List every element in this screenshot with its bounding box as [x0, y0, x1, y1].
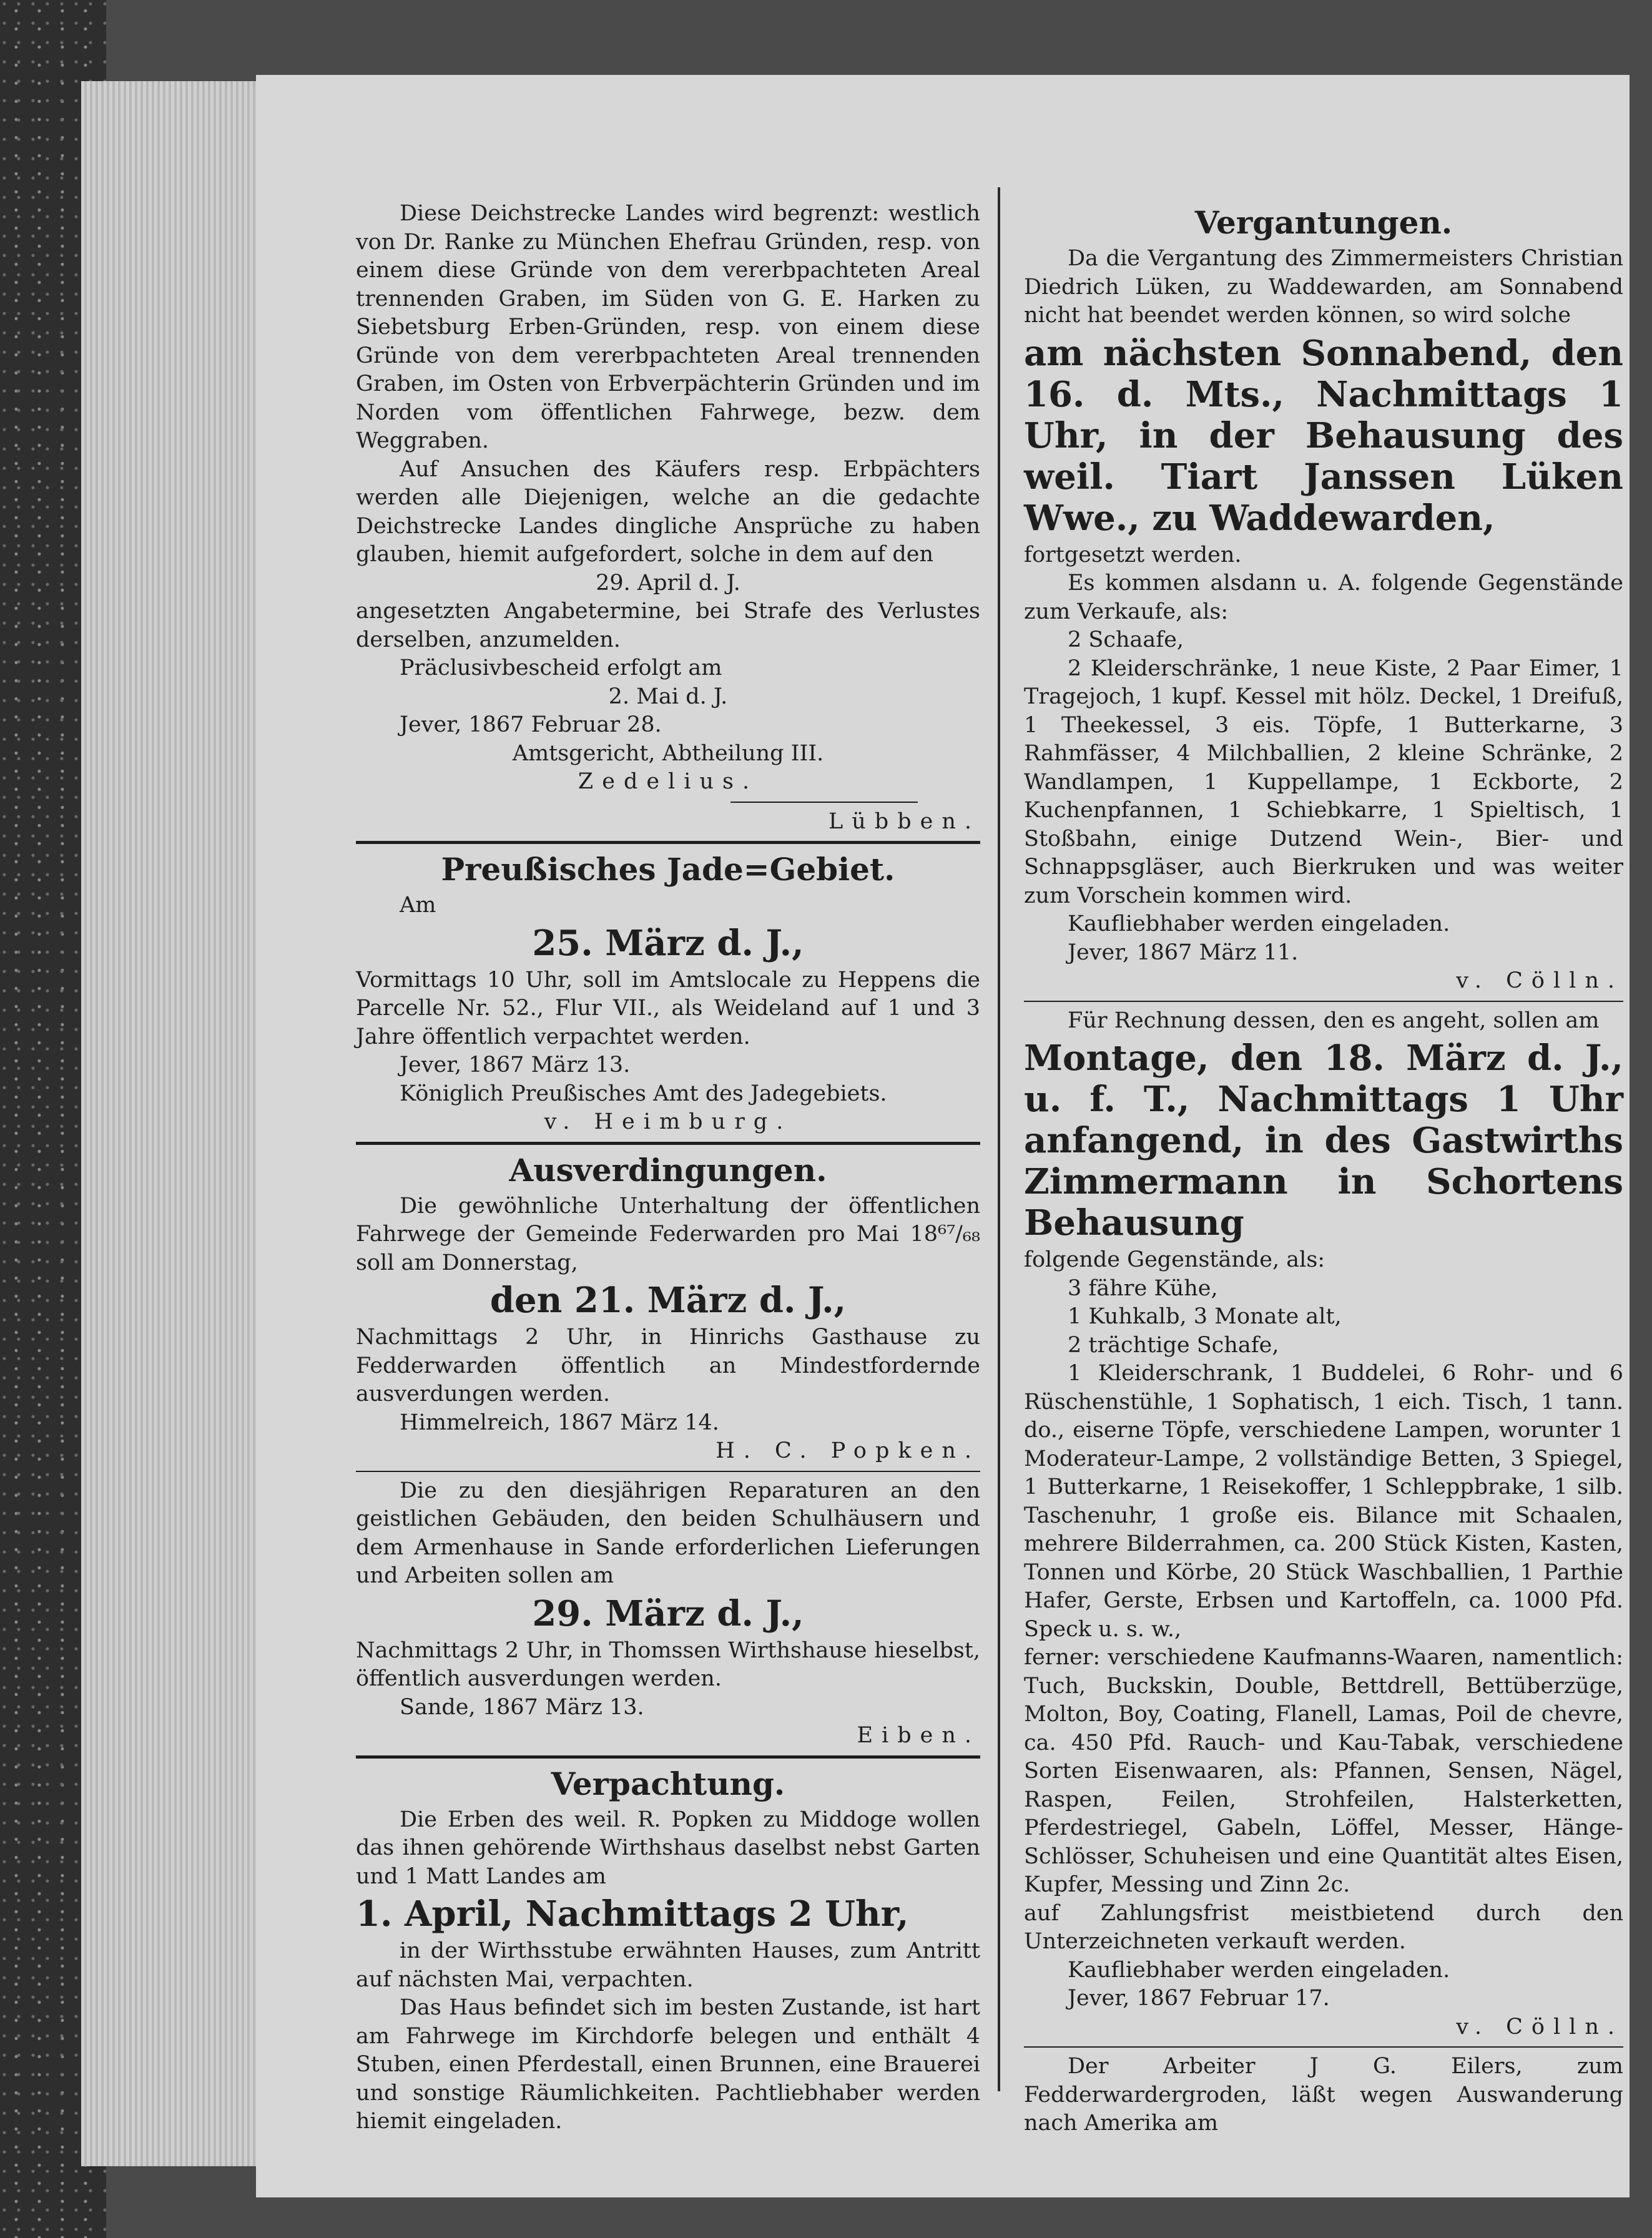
ausv-2-text-2: Nachmittags 2 Uhr, in Thomssen Wirthshause hieselbst, öffentlich ausverdungen werden.: [356, 1637, 980, 1691]
montag-notice: [1024, 1007, 1623, 2042]
ausv-2-text: Die zu den diesjährigen Reparaturen an den geistlichen Gebäuden, den beiden Schulhäusern und dem Armenhause in Sande erforderlichen Lieferungen und Arbeiten sollen am: [356, 1478, 980, 1588]
montag-invite: Kaufliebhaber werden eingeladen.: [1068, 1957, 1450, 1983]
montag-item-1: 3 fähre Kühe,: [1068, 1275, 1218, 1301]
deich-paragraph-1: Diese Deichstrecke Landes wird begrenzt: westlich von Dr. Ranke zu München Ehefrau Gründen, resp. von einem diese Gründe von dem vererbpachteten Areal trennenden Graben, im Süden von G. E. Harken zu Siebetsburg Erben-Gründen, resp. von einem diese Gründe von dem vererbpachteten Areal trennenden Graben, im Osten von Erbverpächterin Gründen und im Norden vom öffentlichen Fahrwege, bezw. dem Weggraben.: [356, 201, 980, 453]
montag-intro: Für Rechnung dessen, den es angeht, sollen am: [1068, 1008, 1600, 1033]
verg-sign: v. Cölln.: [1456, 968, 1623, 993]
jade-sign: v. Heimburg.: [544, 1109, 792, 1134]
montag-item-2: 1 Kuhkalb, 3 Monate alt,: [1068, 1304, 1342, 1329]
deich-court: Amtsgericht, Abtheilung III.: [512, 740, 824, 766]
ausv-2-place: Sande, 1867 März 13.: [400, 1694, 644, 1720]
verg-big: am nächsten Sonnabend, den 16. d. Mts., Nachmittags 1 Uhr, in der Behausung des weil. Tiart Janssen Lüken Wwe., zu Waddewarden,: [1024, 332, 1623, 539]
montag-big: Montage, den 18. März d. J., u. f. T., Nachmittags 1 Uhr anfangend, in des Gastwirths Zimmermann in Schortens Behausung: [1024, 1038, 1623, 1244]
ausv-2-date: 29. März d. J.,: [532, 1593, 804, 1634]
jade-notice: [356, 850, 980, 1137]
verpachtung-title: Verpachtung.: [551, 1765, 785, 1802]
verg-items-1: 2 Schaafe,: [1068, 627, 1184, 652]
section-divider: [356, 1142, 980, 1145]
vergantungen-title: Vergantungen.: [1194, 204, 1453, 241]
ausv-2-sign: Eiben.: [857, 1723, 980, 1748]
right-column: [1024, 200, 1623, 2138]
montag-ferner: ferner: verschiedene Kaufmanns-Waaren, namentlich: Tuch, Buckskin, Double, Bettdrell, Bettüberzüge, Molton, Boy, Coating, Flanell, Lamas, Poil de chevre, ca. 450 Pfd. Rauch- und Kau-Tabak, verschiedene Sorten Eisenwaaren, als: Pfannen, Sensen, Nägel, Raspen, Feilen, Strohfeilen, Halsterketten, Pferdestriegel, Gabeln, Löffel, Messer, Hänge-Schlösser, Schuheisen und eine Quantität altes Eisen, Kupfer, Messing und Zinn 2c.: [1024, 1645, 1623, 1897]
ausverdingungen-notice: [356, 1151, 980, 1750]
deich-paragraph-2: Auf Ansuchen des Käufers resp. Erbpächters werden alle Diejenigen, welche an die gedachte Deichstrecke Landes dingliche Ansprüche zu haben glauben, hiemit aufgefordert, solche in dem auf den: [356, 456, 980, 567]
verg-invite: Kaufliebhaber werden eingeladen.: [1068, 911, 1450, 936]
left-column: [356, 200, 980, 2136]
ausverdingungen-title: Ausverdingungen.: [509, 1151, 827, 1189]
jade-title: Preußisches Jade=Gebiet.: [441, 851, 895, 888]
section-divider: [356, 841, 980, 844]
verg-text: Da die Vergantung des Zimmermeisters Christian Diedrich Lüken, zu Waddewarden, am Sonnabend nicht hat beendet werden können, so wird solche: [1024, 246, 1623, 328]
verpachtung-text-3: Das Haus befindet sich im besten Zustande, ist hart am Fahrwege im Kirchdorfe belegen und enthält 4 Stuben, einen Pferdestall, einen Brunnen, eine Brauerei und sonstige Räumlichkeiten. Pachtliebhaber werden hiemit eingeladen.: [356, 1995, 980, 2134]
deich-notice: [356, 200, 980, 836]
jade-place: Jever, 1867 März 13.: [400, 1053, 631, 1077]
deich-paragraph-4: Präclusivbescheid erfolgt am: [400, 655, 722, 680]
page-stack: [81, 81, 262, 2166]
deich-date-2: 2. Mai d. J.: [608, 684, 728, 709]
jade-office: Königlich Preußisches Amt des Jadegebiets.: [400, 1081, 887, 1106]
ausv-1-place: Himmelreich, 1867 März 14.: [400, 1410, 719, 1435]
verpachtung-date: 1. April, Nachmittags 2 Uhr,: [356, 1893, 909, 1935]
montag-intro-2: folgende Gegenstände, als:: [1024, 1247, 1325, 1272]
ausv-1-date: den 21. März d. J.,: [489, 1280, 847, 1321]
montag-close: auf Zahlungsfrist meistbietend durch den Unterzeichneten verkauft werden.: [1024, 1900, 1623, 1954]
deich-clerk: Lübben.: [828, 808, 980, 834]
deich-paragraph-3: angesetzten Angabetermine, bei Strafe des Verlustes derselben, anzumelden.: [356, 599, 980, 652]
divider: [1024, 1001, 1623, 1002]
last-notice: Der Arbeiter J G. Eilers, zum Fedderwardergroden, läßt wegen Auswanderung nach Amerika am: [1024, 2054, 1623, 2136]
divider: [1024, 2046, 1623, 2048]
verpachtung-notice: [356, 1765, 980, 2136]
divider: [730, 802, 918, 803]
verg-place: Jever, 1867 März 11.: [1068, 940, 1299, 965]
jade-date: 25. März d. J.,: [532, 922, 804, 964]
divider: [356, 1471, 980, 1472]
deich-date-1: 29. April d. J.: [596, 570, 740, 596]
ausv-1-text-2: Nachmittags 2 Uhr, in Hinrichs Gasthause zu Fedderwarden öffentlich an Mindestfordernde ausverdungen werden.: [356, 1325, 980, 1406]
verpachtung-text-2: in der Wirthsstube erwähnten Hauses, zum Antritt auf nächsten Mai, verpachten.: [356, 1938, 980, 1992]
montag-sign: v. Cölln.: [1456, 2014, 1623, 2039]
montag-item-3: 2 trächtige Schafe,: [1068, 1332, 1279, 1358]
deich-place: Jever, 1867 Februar 28.: [400, 712, 662, 737]
column-rule: [998, 187, 1000, 2091]
verpachtung-text: Die Erben des weil. R. Popken zu Middoge wollen das ihnen gehörende Wirthshaus daselbst nebst Garten und 1 Matt Landes am: [356, 1807, 980, 1889]
ausv-1-text: Die gewöhnliche Unterhaltung der öffentlichen Fahrwege der Gemeinde Federwarden pro Mai 18⁶⁷/₆₈ soll am Donnerstag,: [356, 1193, 980, 1275]
montag-place: Jever, 1867 Februar 17.: [1068, 1986, 1330, 2011]
ausv-1-sign: H. C. Popken.: [715, 1438, 980, 1463]
section-divider: [356, 1755, 980, 1759]
montag-item-4: 1 Kleiderschrank, 1 Buddelei, 6 Rohr- und 6 Rüschenstühle, 1 Sophatisch, 1 eich. Tisch, 1 tann. do., eiserne Töpfe, verschiedene Lampen, worunter 1 Moderateur-Lampe, 2 vollständige Betten, 3 Spiegel, 1 Butterkarne, 1 Reisekoffer, 1 Schleppbrake, 1 silb. Taschenuhr, 1 große eis. Bilance mit Schaalen, mehrere Bilderrahmen, ca. 200 Stück Kisten, Kasten, Tonnen und Körbe, 20 Stück Waschballien, 1 Parthie Hafer, Gerste, Erbsen und Kartoffeln, ca. 1000 Pfd. Speck u. s. w.,: [1024, 1361, 1623, 1642]
verg-items-2: 2 Kleiderschränke, 1 neue Kiste, 2 Paar Eimer, 1 Tragejoch, 1 kupf. Kessel mit hölz. Deckel, 1 Dreifuß, 1 Theekessel, 3 eis. Töpfe, 1 Butterkarne, 3 Rahmfässer, 4 Milchballien, 2 kleine Schränke, 2 Wandlampen, 1 Kuppellampe, 1 Eckborte, 2 Kuchenpfannen, 1 Schiebkarre, 1 Spieltisch, 1 Stoßbahn, einige Dutzend Wein-, Bier- und Schnappsgläser, auch Bierkruken und was weiter zum Vorschein kommen wird.: [1024, 655, 1623, 908]
verg-intro: Es kommen alsdann u. A. folgende Gegenstände zum Verkaufe, als:: [1024, 571, 1623, 624]
vergantungen-notice: [1024, 204, 1623, 996]
jade-am: Am: [400, 893, 436, 918]
jade-text: Vormittags 10 Uhr, soll im Amtslocale zu Heppens die Parcelle Nr. 52., Flur VII., als Weideland auf 1 und 3 Jahre öffentlich verpachtet werden.: [356, 967, 980, 1049]
verg-cont: fortgesetzt werden.: [1024, 542, 1242, 567]
deich-judge: Zedelius.: [578, 769, 759, 794]
